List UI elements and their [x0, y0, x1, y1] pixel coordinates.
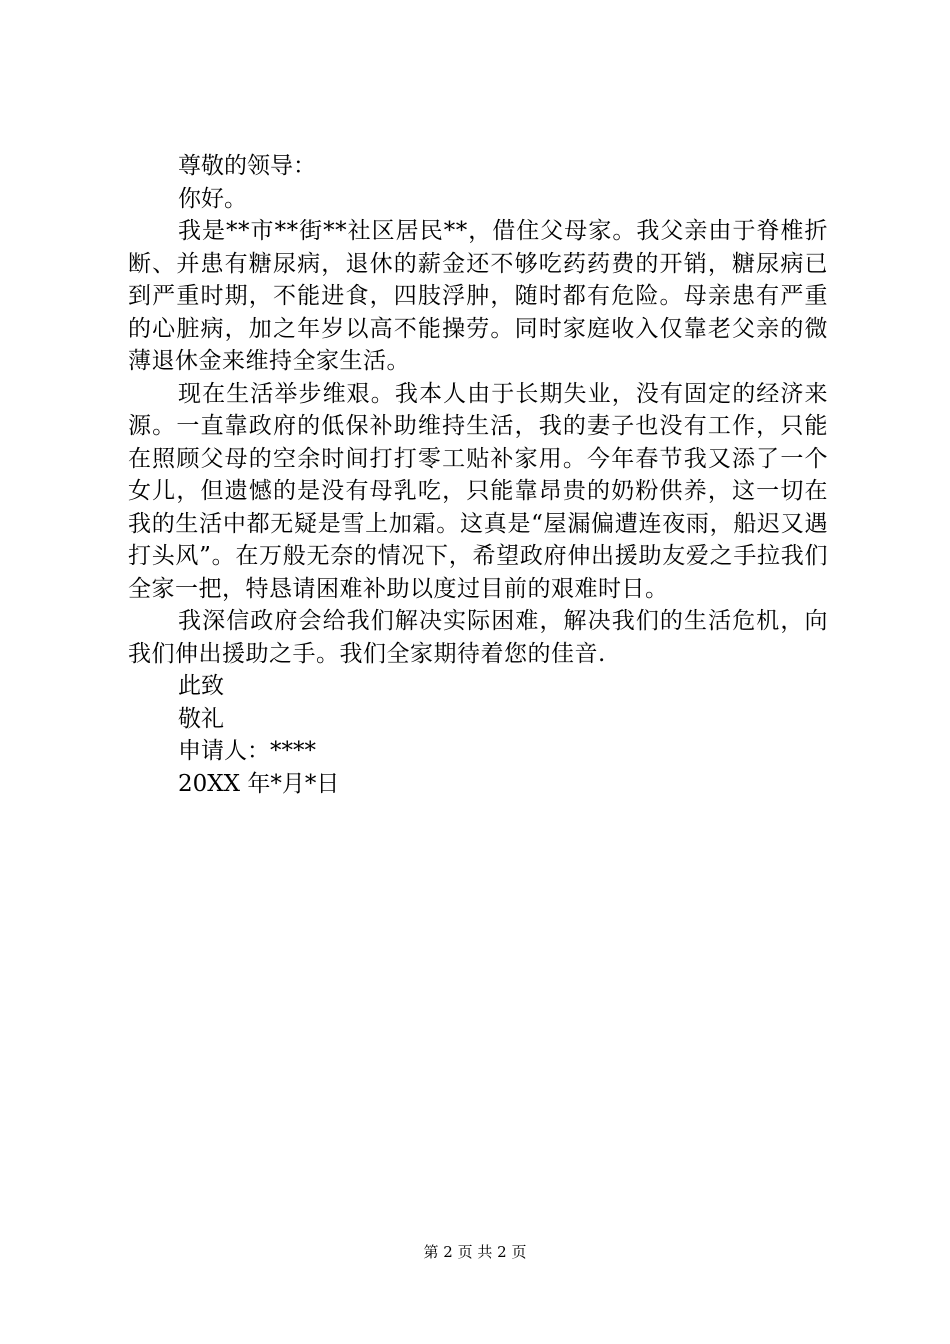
- letter-date: 20XX 年*月*日: [178, 770, 340, 797]
- page-footer: 第 2 页 共 2 页: [423, 1243, 527, 1261]
- letter-body: [128, 150, 828, 800]
- paragraph-1: 我是**市**街**社区居民**，借住父母家。我父亲由于脊椎折断、并患有糖尿病，退休的薪金还不够吃药药费的开销，糖尿病已到严重时期，不能进食，四肢浮肿，随时都有危险。母亲患有严重的心脏病，加之年岁以高不能操劳。同时家庭收入仅靠老父亲的微薄退休金来维持全家生活。: [128, 218, 828, 374]
- closing-line-2: 敬礼: [178, 705, 224, 732]
- paragraph-3: 我深信政府会给我们解决实际困难，解决我们的生活危机，向我们伸出援助之手。我们全家期待着您的佳音.: [128, 608, 828, 667]
- salutation: 尊敬的领导：: [178, 153, 316, 179]
- applicant-signature: 申请人：****: [178, 738, 316, 764]
- closing-line-1: 此致: [178, 673, 224, 699]
- paragraph-2: 现在生活举步维艰。我本人由于长期失业，没有固定的经济来源。一直靠政府的低保补助维持生活，我的妻子也没有工作，只能在照顾父母的空余时间打打零工贴补家用。今年春节我又添了一个女儿，但遗憾的是没有母乳吃，只能靠昂贵的奶粉供养，这一切在我的生活中都无疑是雪上加霜。这真是“屋漏偏遭连夜雨，船迟又遇打头风”。在万般无奈的情况下，希望政府伸出援助友爱之手拉我们全家一把，特恳请困难补助以度过目前的艰难时日。: [128, 380, 828, 602]
- greeting: 你好。: [178, 185, 247, 212]
